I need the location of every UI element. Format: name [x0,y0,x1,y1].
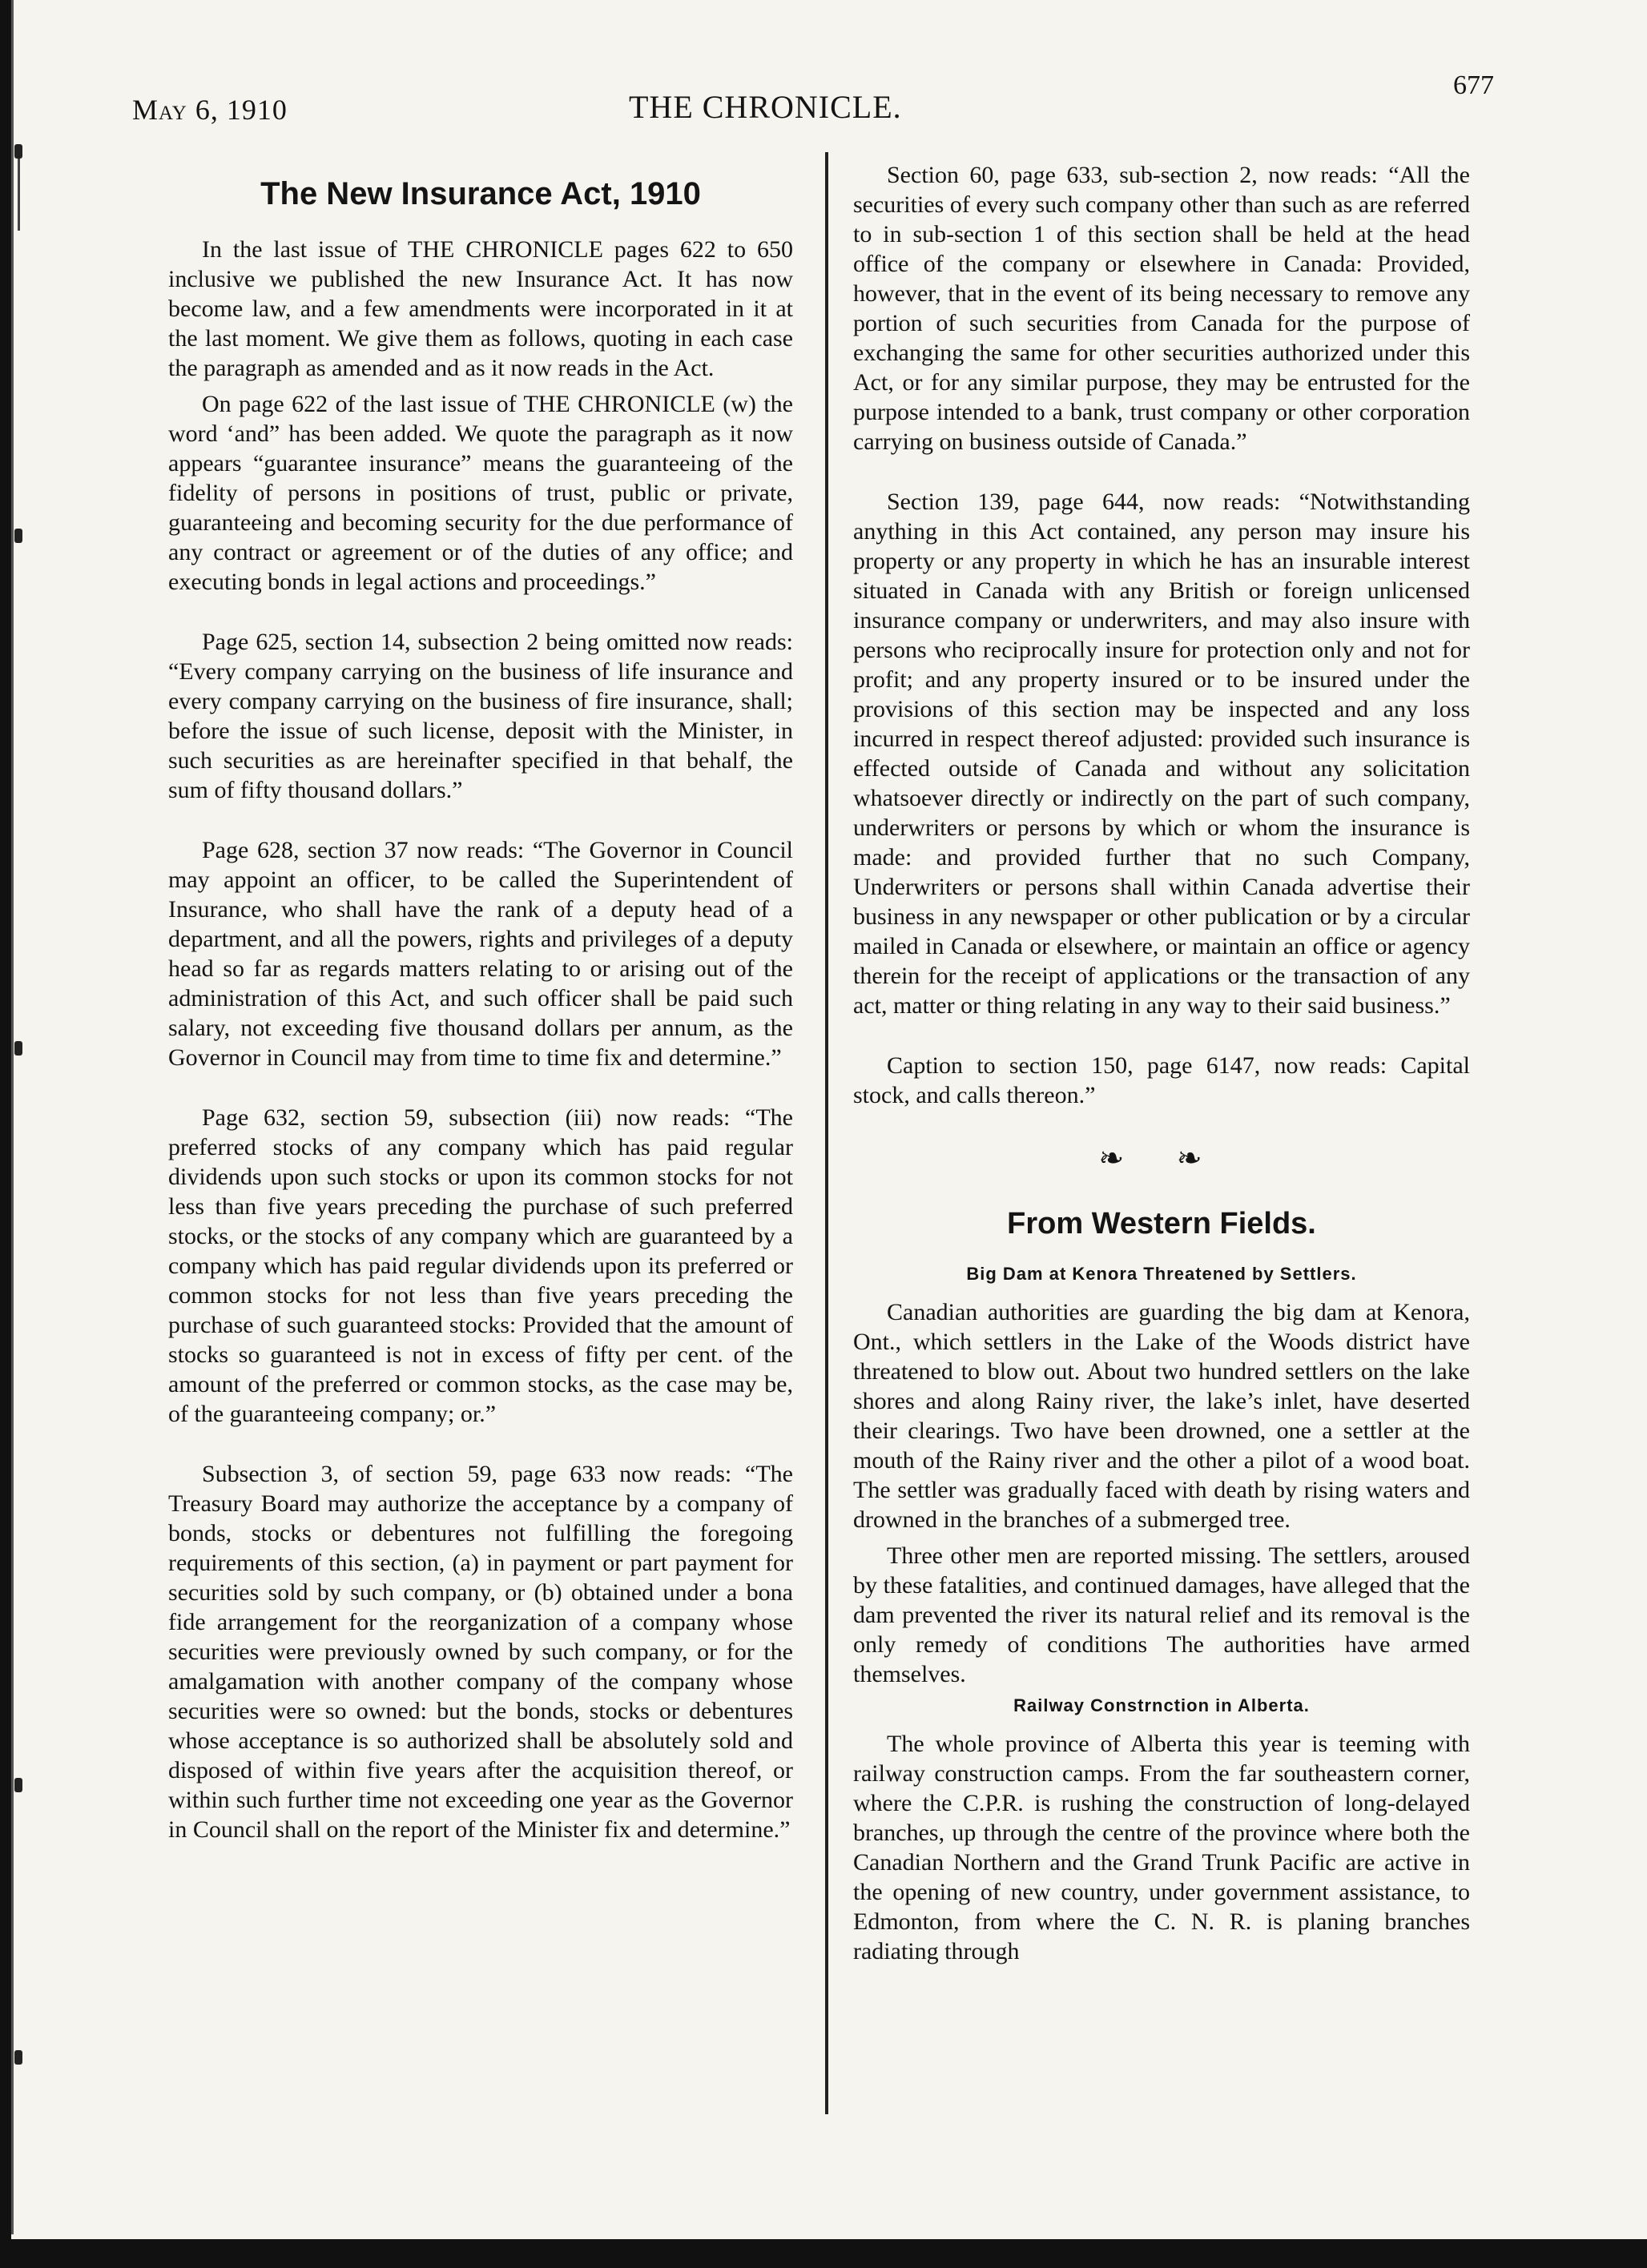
section-headline: From Western Fields. [1007,1207,1316,1241]
section-ornament: ❧ ❧ [1098,1142,1225,1176]
article-headline: The New Insurance Act, 1910 [260,176,701,211]
article-paragraph: Page 628, section 37 now reads: “The Governor in Council may appoint an officer, to be called the Superintendent of Insurance, who shall have the rank of a deputy head of a department, and all the powers, rights and privileges of a deputy head so far as regards matters relating to or arising out of the administration of this Act, and such officer shall be paid such salary, not exceeding five thousand dollars per annum, as the Governor in Council may from time to time fix and determine.” [168,837,793,1071]
story-paragraph: The whole province of Alberta this year is teeming with railway construction camps. From the far southeastern corner, where the C.P.R. is rushing the construction of long-delayed branches, up through the centre of the province where both the Canadian Northern and the Grand Trunk Pacific are active in the opening of new country, under government assistance, to Edmonton, from where the C. N. R. is planing branches radiating through [853,1731,1470,1964]
page-number: 677 [1453,70,1494,100]
article-paragraph: Section 139, page 644, now reads: “Notwithstanding anything in this Act contained, any person may insure his property or any property in which he has an insurable interest situated in Canada with any British or foreign unlicensed insurance company or underwriters, and may also insure with persons who reciprocally insure for protection only and not for profit; and any property insured or to be insured under the provisions of this section may be inspected and any loss incurred in respect thereof adjusted: provided such insurance is effected outside of Canada and without any solicitation whatsoever directly or indirectly on the part of such company, underwriters or persons by which or whom the insurance is made: and provided further that no such Company, Underwriters or persons shall within Canada advertise their business in any newspaper or other publication or by a circular mailed in Canada or elsewhere, or maintain an office or agency therein for the receipt of applications or the transaction of any act, matter or thing relating in any way to their said business.” [853,489,1470,1019]
story-subhead: Railway Constrnction in Alberta. [1013,1695,1310,1715]
binding-pin [14,144,22,159]
article-paragraph: Caption to section 150, page 6147, now reads: Capital stock, and calls thereon.” [853,1052,1470,1108]
left-column [168,160,793,1875]
article-paragraph: On page 622 of the last issue of THE CHRONICLE (w) the word ‘and” has been added. We quote the paragraph as it now appears “guarantee insurance” means the guaranteeing of the fidelity of persons in positions of trust, public or private, guaranteeing and becoming security for the due performance of any contract or agreement or of the duties of any office; and executing bonds in legal actions and proceedings.” [168,391,793,595]
binding-pin-stem [18,159,20,231]
article-paragraph: In the last issue of THE CHRONICLE pages 622 to 650 inclusive we published the new Insurance Act. It has now become law, and a few amendments were incorporated in it at the last moment. We give them as follows, quoting in each case the paragraph as amended and as it now reads in the Act. [168,236,793,381]
publication-title: THE CHRONICLE. [629,89,902,125]
binding-pin [14,2050,22,2065]
issue-date: May 6, 1910 [132,94,288,126]
page-header [132,70,1494,127]
scan-edge-bottom [0,2239,1647,2268]
article-paragraph: Section 60, page 633, sub-section 2, now reads: “All the securities of every such company other than such as are referred to in sub-section 1 of this section shall be held at the head office of the company or elsewhere in Canada: Provided, however, that in the event of its being necessary to remove any portion of such securities from Canada for the purpose of exchanging the same for other securities authorized under this Act, or for any similar purpose, they may be entrusted for the purpose intended to a bank, trust company or other corporation carrying on business outside of Canada.” [853,162,1470,455]
binding-pin [14,529,22,543]
scan-edge-left [0,0,11,2268]
article-paragraph: Subsection 3, of section 59, page 633 now reads: “The Treasury Board may authorize the acceptance by a company of bonds, stocks or debentures not fulfilling the foregoing requirements of this section, (a) in payment or part payment for securities sold by such company, or (b) obtained under a bona fide arrangement for the reorganization of a company whose securities were previously owned by such company, or for the amalgamation with another company of the company whose securities were so owned: but the bonds, stocks or debentures whose acceptance is so authorized shall be absolutely sold and disposed of within five years after the acquisition thereof, or within such further time not exceeding one year as the Governor in Council shall on the report of the Minister fix and determine.” [168,1461,793,1843]
article-paragraph: Page 632, section 59, subsection (iii) now reads: “The preferred stocks of any company which has paid regular dividends upon such stocks or upon its common stocks for not less than five years preceding the purchase of such preferred stocks, or the stocks of any company which are guaranteed by a company which has paid regular dividends upon its preferred or common stocks for not less than five years preceding the purchase of such guaranteed stocks: Provided that the amount of stocks so guaranteed is not in excess of fifty per cent. of the amount of the preferred or common stocks, as the case may be, of the guaranteeing company; or.” [168,1104,793,1427]
story-paragraph: Three other men are reported missing. The settlers, aroused by these fatalities, and continued damages, have alleged that the dam prevented the river its natural relief and its removal is the only remedy of conditions The authorities have armed themselves. [853,1542,1470,1687]
story-paragraph: Canadian authorities are guarding the big dam at Kenora, Ont., which settlers in the Lake of the Woods district have threatened to blow out. About two hundred settlers on the lake shores and along Rainy river, the lake’s inlet, have deserted their clearings. Two have been drowned, one a settler at the mouth of the Rainy river and the other a pilot of a wood boat. The settler was gradually faced with death by rising waters and drowned in the branches of a submerged tree. [853,1299,1470,1533]
story-subhead: Big Dam at Kenora Threatened by Settlers. [966,1264,1357,1284]
article-paragraph: Page 625, section 14, subsection 2 being omitted now reads: “Every company carrying on the business of life insurance and every company carrying on the business of fire insurance, shall; before the issue of such license, deposit with the Minister, in such securities as are hereinafter specified in that behalf, the sum of fifty thousand dollars.” [168,629,793,803]
binding-pin [14,1778,22,1792]
right-column [853,160,1470,1972]
binding-margin-rule [11,0,14,2234]
column-divider [825,152,828,2114]
binding-pin [14,1041,22,1056]
